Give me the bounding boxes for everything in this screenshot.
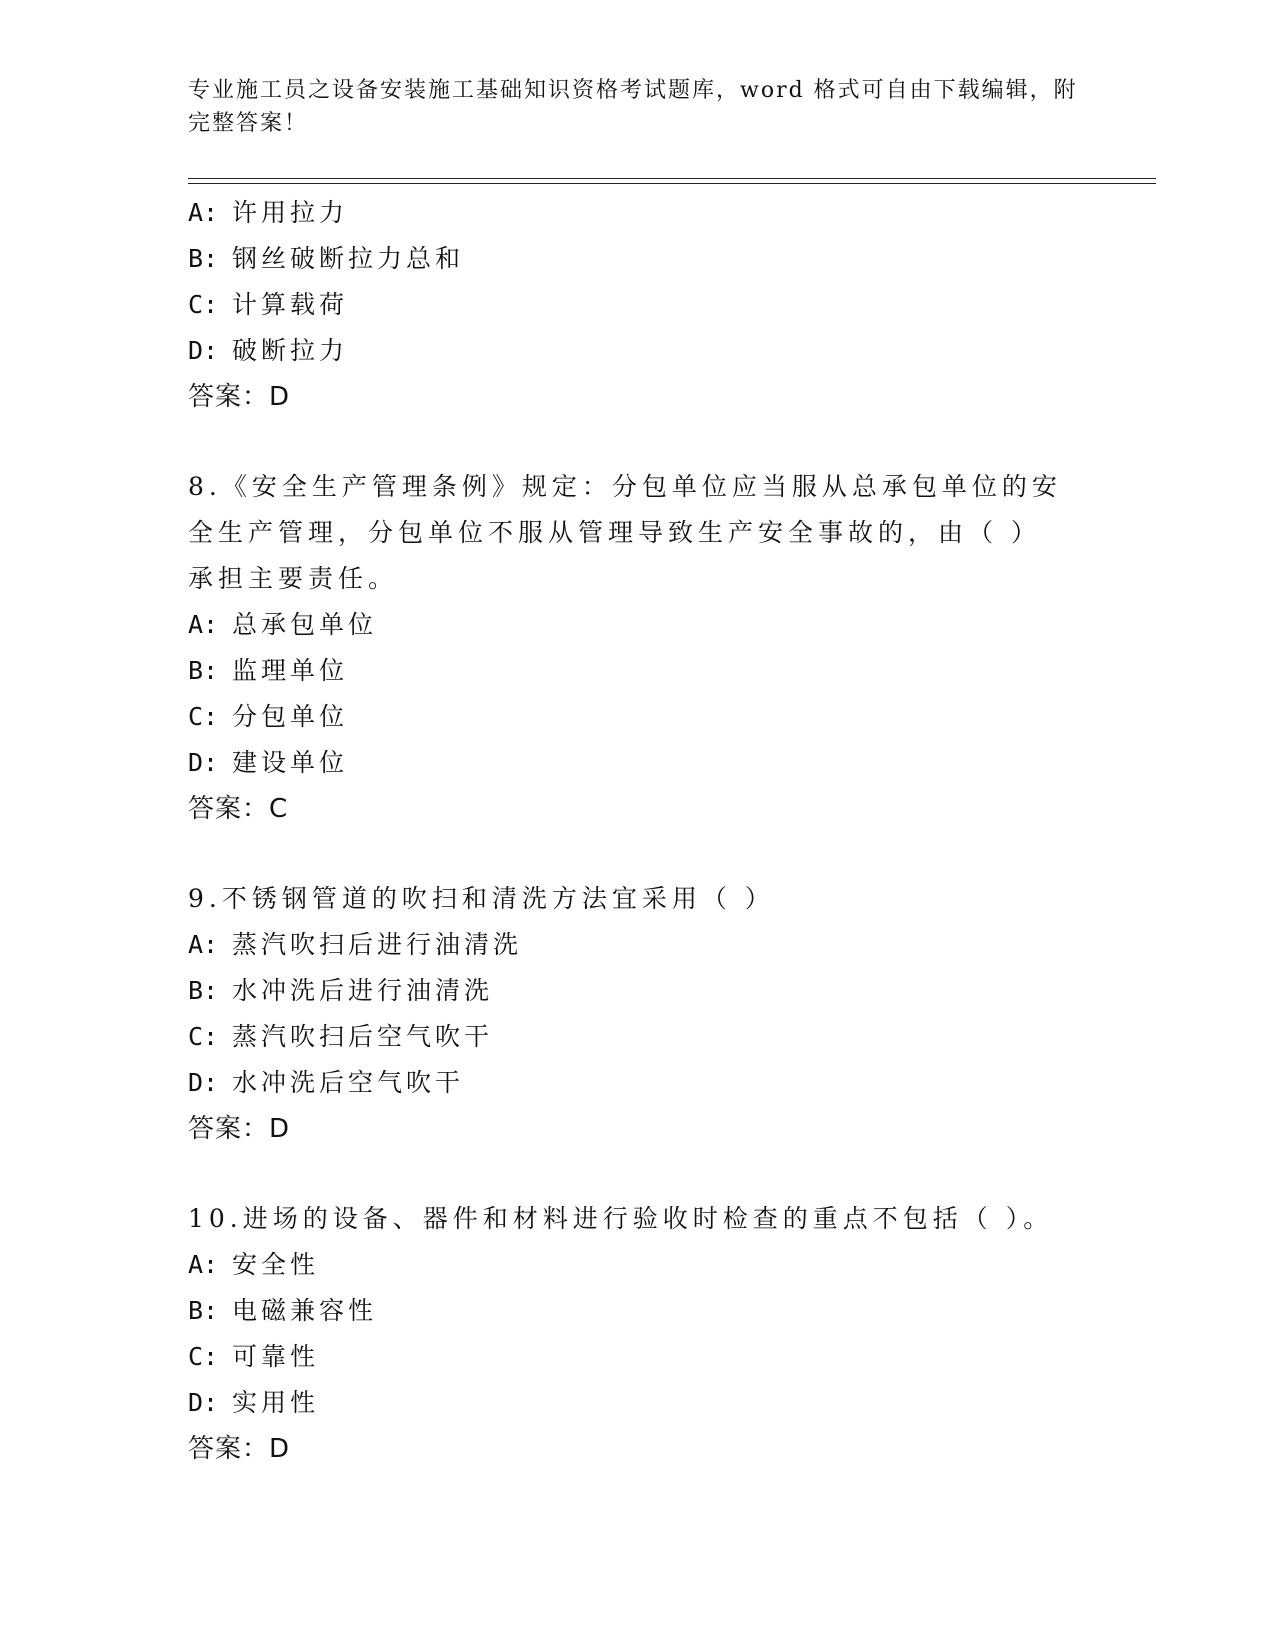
option-d xyxy=(188,740,1088,786)
option-letter: D: xyxy=(188,1068,219,1097)
option-letter: D: xyxy=(188,748,219,777)
option-text: 水冲洗后空气吹干 xyxy=(232,1068,465,1097)
option-text: 监理单位 xyxy=(232,656,349,685)
question-text: 10.进场的设备、器件和材料进行验收时检查的重点不包括（ ）。 xyxy=(188,1204,1054,1233)
answer-line: 答案：C xyxy=(188,794,289,824)
answer-line: 答案：D xyxy=(188,1114,291,1144)
option-text: 许用拉力 xyxy=(232,198,349,227)
option-text: 分包单位 xyxy=(232,702,349,731)
option-text: 钢丝破断拉力总和 xyxy=(232,244,465,273)
option-d xyxy=(188,328,1088,374)
question-text: 9.不锈钢管道的吹扫和清洗方法宜采用（ ） xyxy=(188,884,775,913)
option-text: 电磁兼容性 xyxy=(232,1296,378,1325)
option-letter: C: xyxy=(188,290,219,319)
option-a xyxy=(188,922,1088,968)
option-letter: D: xyxy=(188,336,219,365)
document-header: 专业施工员之设备安装施工基础知识资格考试题库，word 格式可自由下载编辑，附完整答案！ xyxy=(188,78,1078,136)
option-letter: A: xyxy=(188,198,219,227)
option-c xyxy=(188,694,1088,740)
spacer xyxy=(188,1152,1088,1196)
option-text: 建设单位 xyxy=(232,748,349,777)
option-letter: D: xyxy=(188,1388,219,1417)
option-c xyxy=(188,1014,1088,1060)
option-letter: C: xyxy=(188,1342,219,1371)
option-letter: C: xyxy=(188,702,219,731)
option-letter: B: xyxy=(188,1296,219,1325)
option-c xyxy=(188,1334,1088,1380)
option-text: 计算载荷 xyxy=(232,290,349,319)
question-block-10 xyxy=(188,1196,1088,1472)
option-a xyxy=(188,1242,1088,1288)
option-letter: A: xyxy=(188,930,219,959)
option-b xyxy=(188,648,1088,694)
option-a xyxy=(188,602,1088,648)
option-letter: C: xyxy=(188,1022,219,1051)
option-text: 破断拉力 xyxy=(232,336,349,365)
question-block-8 xyxy=(188,464,1088,832)
header-divider-bottom xyxy=(188,183,1156,184)
option-text: 蒸汽吹扫后进行油清洗 xyxy=(232,930,523,959)
option-text: 安全性 xyxy=(232,1250,320,1279)
option-d xyxy=(188,1060,1088,1106)
option-b xyxy=(188,1288,1088,1334)
option-a xyxy=(188,190,1088,236)
spacer xyxy=(188,832,1088,876)
option-letter: B: xyxy=(188,656,219,685)
answer-line: 答案：D xyxy=(188,382,291,412)
option-letter: A: xyxy=(188,610,219,639)
question-text: 8.《安全生产管理条例》规定：分包单位应当服从总承包单位的安全生产管理，分包单位不服从管理导致生产安全事故的，由（ ）承担主要责任。 xyxy=(188,472,1062,593)
question-list xyxy=(188,190,1088,1472)
option-letter: B: xyxy=(188,976,219,1005)
option-text: 实用性 xyxy=(232,1388,320,1417)
option-letter: A: xyxy=(188,1250,219,1279)
option-text: 总承包单位 xyxy=(232,610,378,639)
option-d xyxy=(188,1380,1088,1426)
option-c xyxy=(188,282,1088,328)
question-block-9 xyxy=(188,876,1088,1152)
option-b xyxy=(188,236,1088,282)
answer-line: 答案：D xyxy=(188,1434,291,1464)
option-text: 水冲洗后进行油清洗 xyxy=(232,976,494,1005)
option-letter: B: xyxy=(188,244,219,273)
spacer xyxy=(188,420,1088,464)
option-text: 可靠性 xyxy=(232,1342,320,1371)
question-block-7 xyxy=(188,190,1088,420)
option-b xyxy=(188,968,1088,1014)
header-divider-top xyxy=(188,178,1156,179)
option-text: 蒸汽吹扫后空气吹干 xyxy=(232,1022,494,1051)
